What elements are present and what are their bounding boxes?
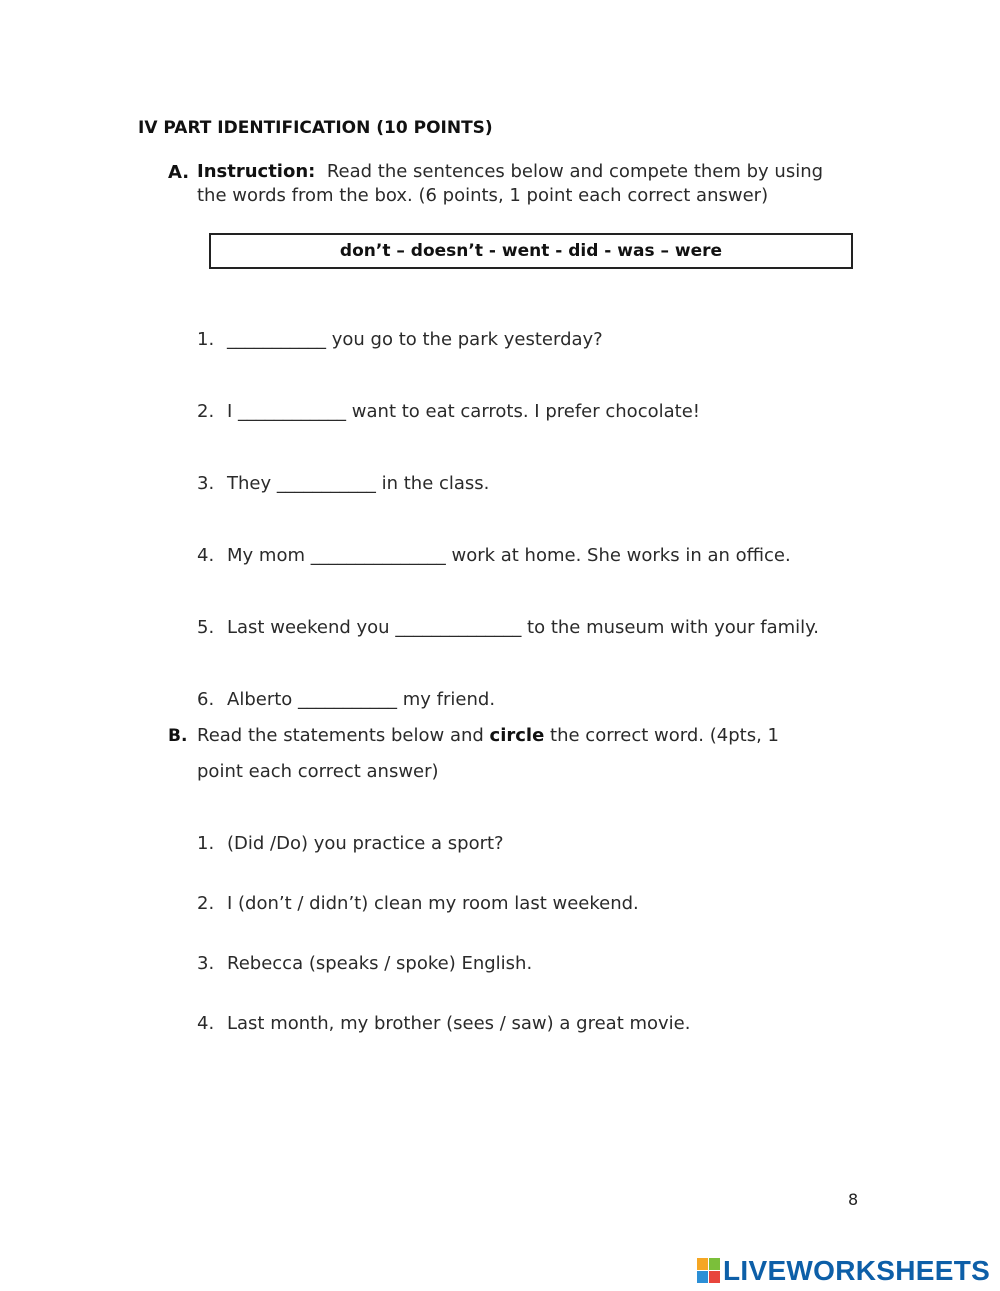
answer-blank[interactable]: ____________ (238, 401, 347, 422)
item-number: 4. (197, 545, 215, 566)
answer-blank[interactable]: ______________ (395, 617, 522, 638)
answer-blank[interactable]: ___________ (276, 473, 376, 494)
instruction-text: Read the sentences below and compete them by using (326, 161, 824, 182)
section-b-circle-word: circle (489, 725, 545, 746)
circle-choice-item[interactable]: Last month, my brother (sees / saw) a great movie. (227, 1013, 691, 1034)
circle-choice-item[interactable]: Rebecca (speaks / spoke) English. (227, 953, 533, 974)
item-number: 3. (197, 953, 215, 974)
item-text-after: you go to the park yesterday? (331, 329, 603, 350)
fill-in-item (227, 329, 603, 350)
fill-in-item (227, 473, 489, 494)
word-bank-box (209, 233, 853, 269)
circle-choice-item[interactable]: I (don’t / didn’t) clean my room last weekend. (227, 893, 639, 914)
item-text-after: want to eat carrots. I prefer chocolate! (351, 401, 700, 422)
item-text-after: to the museum with your family. (527, 617, 819, 638)
section-b-instruction-line1 (197, 725, 779, 746)
logo-text: LIVEWORKSHEETS (723, 1255, 991, 1286)
section-b-text-before: Read the statements below and (197, 725, 484, 746)
answer-blank[interactable]: _______________ (310, 545, 446, 566)
answer-blank[interactable]: ___________ (227, 329, 326, 350)
section-a-instruction-line1 (197, 161, 823, 182)
item-number: 6. (197, 689, 215, 710)
section-a-letter: A. (168, 162, 190, 183)
instruction-label: Instruction: (197, 161, 316, 182)
item-text-after: in the class. (381, 473, 490, 494)
section-b-instruction-line2: point each correct answer) (197, 761, 439, 782)
item-number: 1. (197, 833, 215, 854)
item-number: 5. (197, 617, 215, 638)
page-number: 8 (848, 1190, 859, 1209)
liveworksheets-logo-icon (697, 1258, 721, 1284)
word-bank-text: don’t – doesn’t - went - did - was – were (339, 241, 723, 261)
item-text-before: Last weekend you (227, 617, 390, 638)
item-text-after: work at home. She works in an office. (451, 545, 791, 566)
item-text-after: my friend. (402, 689, 496, 710)
section-b-text-after: the correct word. (4pts, 1 (550, 725, 779, 746)
item-number: 2. (197, 893, 215, 914)
liveworksheets-logo (697, 1255, 990, 1287)
item-number: 1. (197, 329, 215, 350)
circle-choice-item[interactable]: (Did /Do) you practice a sport? (227, 833, 504, 854)
item-number: 2. (197, 401, 215, 422)
fill-in-item (227, 545, 791, 566)
item-text-before: Alberto (227, 689, 293, 710)
fill-in-item (227, 401, 700, 422)
answer-blank[interactable]: ___________ (298, 689, 398, 710)
page-heading: IV PART IDENTIFICATION (10 POINTS) (138, 118, 493, 138)
item-number: 4. (197, 1013, 215, 1034)
fill-in-item (227, 689, 495, 710)
item-text-before: They (227, 473, 272, 494)
section-b-letter: B. (168, 726, 188, 746)
section-a-instruction-line2: the words from the box. (6 points, 1 point each correct answer) (197, 185, 769, 206)
fill-in-item (227, 617, 819, 638)
item-text-before: My mom (227, 545, 305, 566)
item-text-before: I (227, 401, 233, 422)
item-number: 3. (197, 473, 215, 494)
